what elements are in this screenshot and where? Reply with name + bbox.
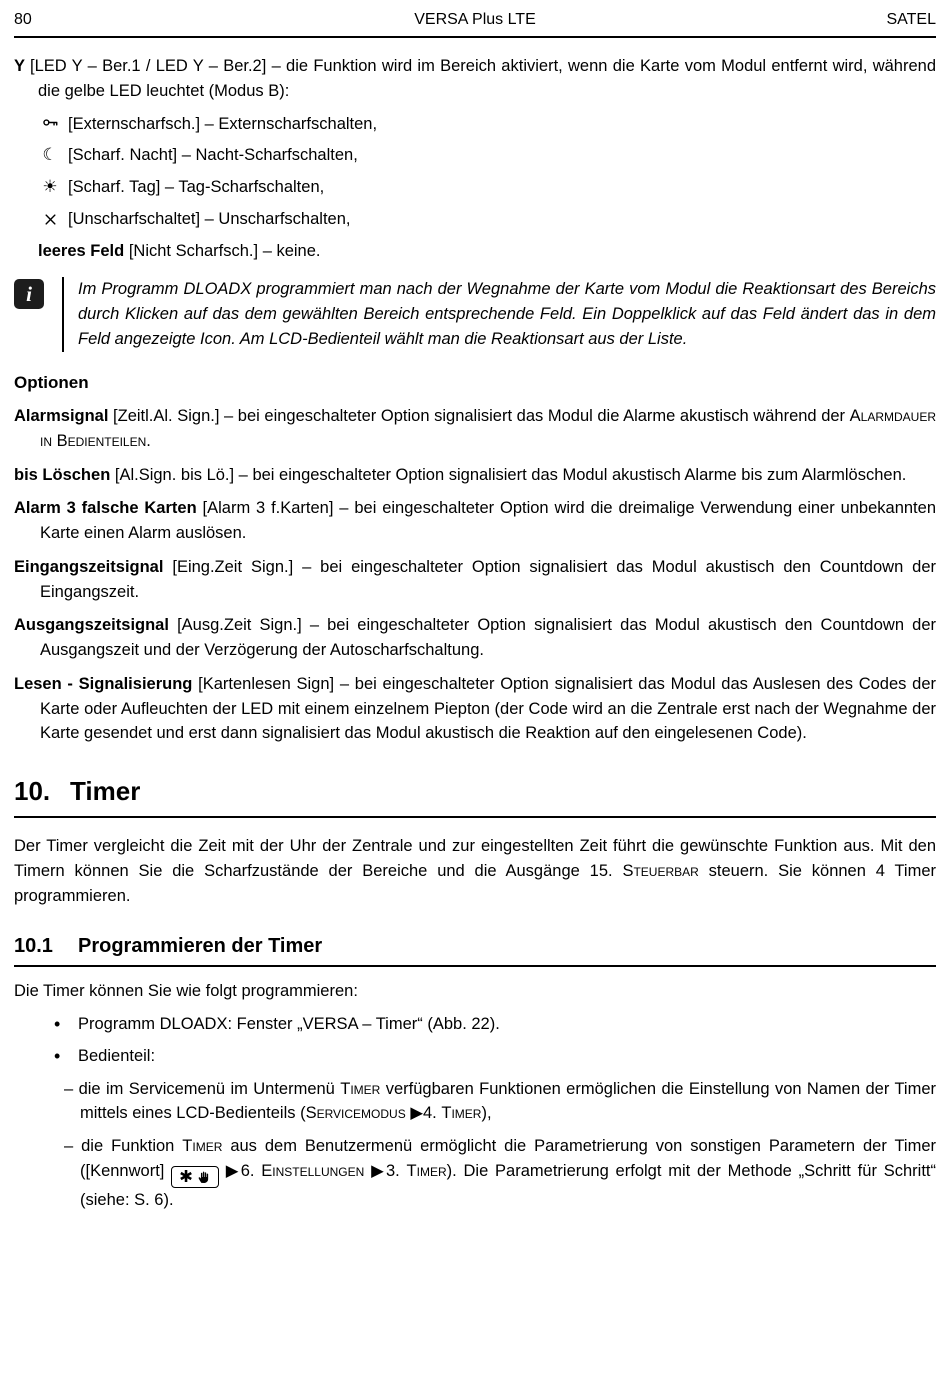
bullet-icon: • xyxy=(54,1014,61,1035)
section-title: Timer xyxy=(70,776,141,806)
keypad-sub-list xyxy=(64,1077,936,1214)
empty-field-entry: leeres Feld [Nicht Scharfsch.] – keine. xyxy=(38,241,321,260)
page-number: 80 xyxy=(14,11,32,28)
bullet-item-dloadx xyxy=(50,1012,936,1037)
hand-icon xyxy=(197,1170,211,1184)
arm-mode-label: [Externscharfsch.] – Externscharfschalten, xyxy=(68,114,378,133)
info-icon-letter: i xyxy=(26,281,32,306)
info-note-text: Im Programm DLOADX programmiert man nach der Wegnahme der Karte vom Modul die Reaktionsart des Bereichs durch Klicken auf das dem gewählten Bereich entsprechende Feld. Ein Doppelklick auf das Feld ändert das in dem Feld angezeigte Icon. Am LCD-Bedienteil wählt man die Reaktionsart aus der Liste. xyxy=(78,280,936,348)
bullet-icon: • xyxy=(54,1045,61,1066)
arm-mode-label: [Scharf. Tag] – Tag-Scharfschalten, xyxy=(68,178,325,196)
option-alarmsignal: Alarmsignal [Zeitl.Al. Sign.] – bei eingeschalteter Option signalisiert das Modul die Alarme akustisch während der Alarmdauer in Bedienteilen. xyxy=(14,407,936,450)
subsection-heading-programming xyxy=(14,934,936,967)
timer-intro-paragraph: Der Timer vergleicht die Zeit mit der Uhr der Zentrale und zur eingestellten Zeit führt die gewünschte Funktion aus. Mit den Timern können Sie die Scharfzustände der Bereiche und die Ausgänge 15. Steuerbar steuern. Sie können 4 Timer programmieren. xyxy=(14,837,936,905)
info-note-body xyxy=(62,277,936,351)
option-alarm-3-karten: Alarm 3 falsche Karten [Alarm 3 f.Karten] – bei eingeschalteter Option wird die dreimalige Verwendung einer unbekannten Karte einen Alarm auslösen. xyxy=(14,499,936,542)
arm-mode-list xyxy=(38,112,936,232)
option-ausgangszeit: Ausgangszeitsignal [Ausg.Zeit Sign.] – bei eingeschalteter Option signalisiert das Modul akustisch den Countdown der Ausgangszeit und der Verzögerung der Autoscharfschaltung. xyxy=(14,616,936,659)
programming-intro: Die Timer können Sie wie folgt programmieren: xyxy=(14,982,358,1001)
bullet-text: Bedienteil: xyxy=(78,1046,156,1065)
doc-title: VERSA Plus LTE xyxy=(414,11,536,28)
key-icon xyxy=(38,112,62,136)
section-number: 10. xyxy=(14,776,51,806)
programming-bullet-list xyxy=(50,1012,936,1069)
option-eingangszeit: Eingangszeitsignal [Eing.Zeit Sign.] – bei eingeschalteter Option signalisiert das Modul akustisch den Countdown der Eingangszeit. xyxy=(14,557,936,601)
dash-icon: – xyxy=(64,1079,74,1098)
y-led-entry: Y [LED Y – Ber.1 / LED Y – Ber.2] – die Funktion wird im Bereich aktiviert, wenn die Karte vom Modul entfernt wird, während die gelbe LED leuchtet (Modus B): xyxy=(14,57,936,100)
subsection-title: Programmieren der Timer xyxy=(78,935,323,958)
bullet-text: Programm DLOADX: Fenster „VERSA – Timer“ (Abb. 22). xyxy=(78,1015,500,1034)
options-heading: Optionen xyxy=(14,372,89,392)
arm-mode-item-disarm xyxy=(38,207,936,232)
arm-mode-label: [Scharf. Nacht] – Nacht-Scharfschalten, xyxy=(68,146,358,165)
moon-icon: ☾ xyxy=(42,145,58,165)
sun-icon: ☀ xyxy=(42,177,58,196)
dash-item-text: ▶6. Einstellungen ▶3. Timer). Die Parametrierung erfolgt mit der Methode „Schritt für Schritt“ (siehe: S. 6). xyxy=(80,1161,936,1210)
dash-icon: – xyxy=(64,1137,74,1156)
asterisk-glyph: ✱ xyxy=(179,1167,193,1186)
header-rule xyxy=(14,36,936,38)
arm-mode-item-night xyxy=(38,143,936,168)
arm-mode-label: [Unscharfschaltet] – Unscharfschalten, xyxy=(68,209,351,228)
brand: SATEL xyxy=(886,11,936,28)
page-header xyxy=(14,8,936,32)
subsection-number: 10.1 xyxy=(14,935,53,958)
option-bis-loeschen: bis Löschen [Al.Sign. bis Lö.] – bei eingeschalteter Option signalisiert das Modul akustisch Alarme bis zum Alarmlöschen. xyxy=(14,465,907,484)
dash-item-servicemenu xyxy=(64,1077,936,1127)
section-heading-timer xyxy=(14,776,936,818)
info-note-icon-column xyxy=(14,277,62,351)
option-lesen-signal: Lesen - Signalisierung [Kartenlesen Sign] – bei eingeschalteter Option signalisiert das Modul das Auslesen des Codes der Karte oder Aufleuchten der LED mit einem einzelnem Piepton (der Code wird an die Zentrale erst nach der Wegnahme der Karte gesendet und erst dann signalisiert das Modul akustisch die Reaktion auf den eingelesenen Code). xyxy=(14,674,936,743)
dash-item-text: die Funktion Timer aus dem Benutzermenü ermöglicht die Parametrierung von sonstigen Parametern der Timer ([Kennwort] xyxy=(80,1137,936,1180)
arm-mode-item-day xyxy=(38,175,936,200)
bullet-item-bedienteil xyxy=(50,1044,936,1069)
dash-item-benutzermenu xyxy=(64,1134,936,1213)
info-note xyxy=(14,277,936,351)
dash-item-text: die im Servicemenü im Untermenü Timer verfügbaren Funktionen ermöglichen die Einstellung von Namen der Timer mittels eines LCD-Bedienteils (Servicemodus ▶4. Timer), xyxy=(78,1079,936,1123)
info-icon xyxy=(14,279,44,309)
arm-mode-item-extern xyxy=(38,112,936,137)
asterisk-function-key-icon xyxy=(171,1166,219,1189)
x-icon xyxy=(38,207,62,231)
